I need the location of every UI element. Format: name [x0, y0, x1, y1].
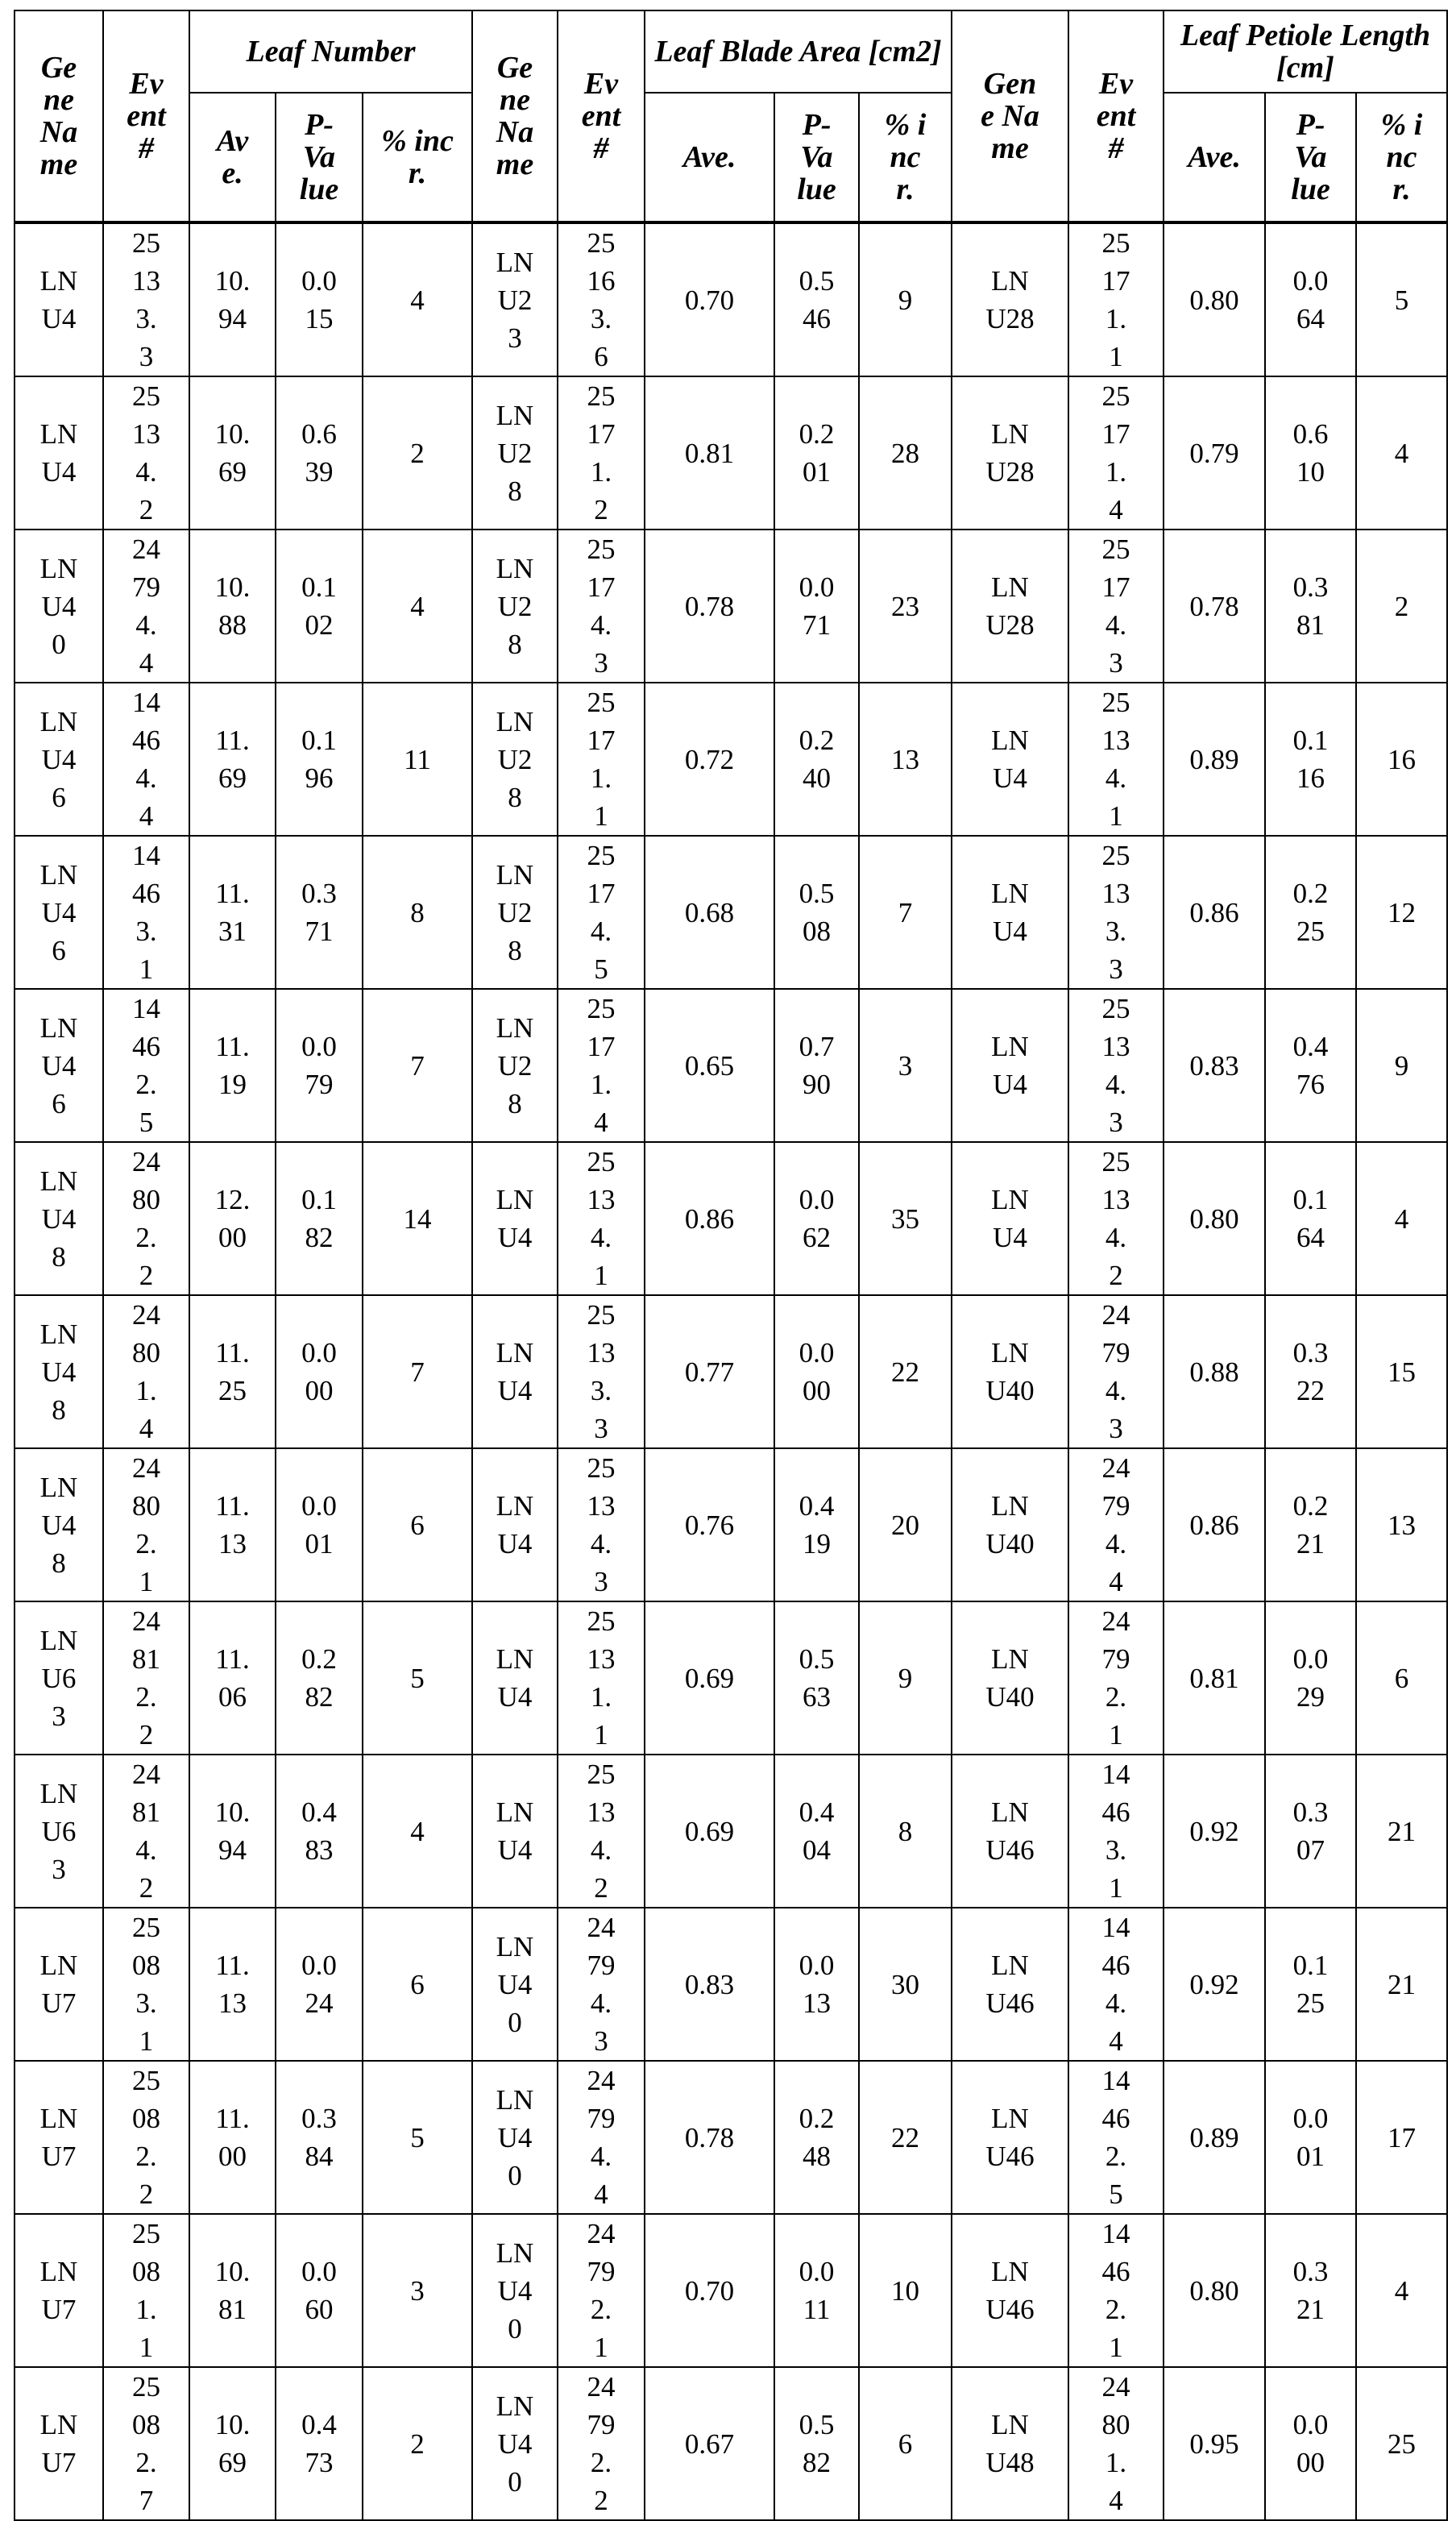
table-row	[15, 836, 1447, 989]
header-petiole-length-p-value: P-Value	[1265, 93, 1356, 222]
blade-area-ave: 0.81	[645, 376, 774, 530]
results-table	[14, 10, 1448, 2521]
blade-area-pct-incr: 10	[859, 2214, 952, 2367]
event-1: 24794.4	[103, 530, 189, 683]
gene-name-2: LNU4	[472, 1295, 558, 1448]
event-1: 14464.4	[103, 683, 189, 836]
gene-name-2: LNU4	[472, 1755, 558, 1908]
leaf-number-p-value: 0.000	[276, 1295, 363, 1448]
event-3: 14462.1	[1068, 2214, 1164, 2367]
header-group-leaf-number: Leaf Number	[189, 10, 472, 93]
event-2: 25133.3	[558, 1295, 645, 1448]
petiole-length-pct-incr: 15	[1356, 1295, 1447, 1448]
header-petiole-length-pct-incr: % incr.	[1356, 93, 1447, 222]
leaf-number-pct-incr: 4	[363, 222, 472, 376]
petiole-length-p-value: 0.322	[1265, 1295, 1356, 1448]
petiole-length-p-value: 0.116	[1265, 683, 1356, 836]
event-3: 25134.1	[1068, 683, 1164, 836]
petiole-length-pct-incr: 13	[1356, 1448, 1447, 1601]
gene-name-3: LNU46	[952, 1755, 1068, 1908]
blade-area-pct-incr: 22	[859, 2061, 952, 2214]
blade-area-pct-incr: 30	[859, 1908, 952, 2061]
leaf-number-ave: 11.31	[189, 836, 276, 989]
petiole-length-p-value: 0.064	[1265, 222, 1356, 376]
blade-area-pct-incr: 23	[859, 530, 952, 683]
petiole-length-ave: 0.89	[1164, 683, 1265, 836]
leaf-number-pct-incr: 8	[363, 836, 472, 989]
petiole-length-pct-incr: 4	[1356, 376, 1447, 530]
leaf-number-ave: 10.94	[189, 1755, 276, 1908]
leaf-number-p-value: 0.024	[276, 1908, 363, 2061]
gene-name-2: LNU28	[472, 683, 558, 836]
event-2: 25163.6	[558, 222, 645, 376]
petiole-length-p-value: 0.000	[1265, 2367, 1356, 2520]
petiole-length-pct-incr: 21	[1356, 1755, 1447, 1908]
table-row	[15, 2214, 1447, 2367]
header-gene-name-2: Gene Name	[472, 10, 558, 222]
gene-name-2: LNU28	[472, 530, 558, 683]
table-row	[15, 1601, 1447, 1755]
petiole-length-ave: 0.83	[1164, 989, 1265, 1142]
blade-area-p-value: 0.062	[774, 1142, 859, 1295]
petiole-length-pct-incr: 21	[1356, 1908, 1447, 2061]
petiole-length-p-value: 0.381	[1265, 530, 1356, 683]
event-1: 25134.2	[103, 376, 189, 530]
table-row	[15, 989, 1447, 1142]
petiole-length-p-value: 0.125	[1265, 1908, 1356, 2061]
gene-name-1: LNU7	[15, 2214, 103, 2367]
event-1: 25082.2	[103, 2061, 189, 2214]
gene-name-3: LNU28	[952, 376, 1068, 530]
leaf-number-pct-incr: 7	[363, 1295, 472, 1448]
gene-name-2: LNU4	[472, 1142, 558, 1295]
leaf-number-ave: 11.00	[189, 2061, 276, 2214]
petiole-length-ave: 0.80	[1164, 222, 1265, 376]
gene-name-1: LNU48	[15, 1142, 103, 1295]
gene-name-2: LNU40	[472, 2214, 558, 2367]
leaf-number-ave: 11.69	[189, 683, 276, 836]
petiole-length-ave: 0.92	[1164, 1755, 1265, 1908]
petiole-length-p-value: 0.307	[1265, 1755, 1356, 1908]
blade-area-p-value: 0.546	[774, 222, 859, 376]
leaf-number-pct-incr: 4	[363, 1755, 472, 1908]
gene-name-1: LNU48	[15, 1295, 103, 1448]
petiole-length-p-value: 0.221	[1265, 1448, 1356, 1601]
header-gene-name-3: Gene Name	[952, 10, 1068, 222]
table-row	[15, 222, 1447, 376]
petiole-length-p-value: 0.164	[1265, 1142, 1356, 1295]
event-2: 25134.2	[558, 1755, 645, 1908]
gene-name-1: LNU7	[15, 2367, 103, 2520]
petiole-length-pct-incr: 4	[1356, 1142, 1447, 1295]
petiole-length-ave: 0.79	[1164, 376, 1265, 530]
event-3: 25174.3	[1068, 530, 1164, 683]
blade-area-ave: 0.67	[645, 2367, 774, 2520]
blade-area-ave: 0.78	[645, 2061, 774, 2214]
gene-name-1: LNU7	[15, 2061, 103, 2214]
leaf-number-ave: 10.69	[189, 2367, 276, 2520]
blade-area-ave: 0.78	[645, 530, 774, 683]
gene-name-3: LNU28	[952, 222, 1068, 376]
petiole-length-ave: 0.80	[1164, 1142, 1265, 1295]
blade-area-p-value: 0.013	[774, 1908, 859, 2061]
petiole-length-p-value: 0.029	[1265, 1601, 1356, 1755]
blade-area-p-value: 0.071	[774, 530, 859, 683]
gene-name-1: LNU48	[15, 1448, 103, 1601]
leaf-number-p-value: 0.196	[276, 683, 363, 836]
petiole-length-ave: 0.89	[1164, 2061, 1265, 2214]
petiole-length-pct-incr: 5	[1356, 222, 1447, 376]
event-3: 24801.4	[1068, 2367, 1164, 2520]
leaf-number-ave: 11.13	[189, 1908, 276, 2061]
gene-name-1: LNU7	[15, 1908, 103, 2061]
gene-name-3: LNU46	[952, 2061, 1068, 2214]
gene-name-3: LNU4	[952, 683, 1068, 836]
event-3: 25134.3	[1068, 989, 1164, 1142]
leaf-number-ave: 10.94	[189, 222, 276, 376]
blade-area-ave: 0.68	[645, 836, 774, 989]
petiole-length-ave: 0.86	[1164, 836, 1265, 989]
leaf-number-ave: 10.88	[189, 530, 276, 683]
blade-area-ave: 0.65	[645, 989, 774, 1142]
event-1: 24801.4	[103, 1295, 189, 1448]
header-gene-name-1: Gene Name	[15, 10, 103, 222]
event-3: 24794.3	[1068, 1295, 1164, 1448]
gene-name-3: LNU40	[952, 1448, 1068, 1601]
event-2: 24792.2	[558, 2367, 645, 2520]
blade-area-pct-incr: 22	[859, 1295, 952, 1448]
event-1: 25083.1	[103, 1908, 189, 2061]
petiole-length-pct-incr: 17	[1356, 2061, 1447, 2214]
petiole-length-p-value: 0.225	[1265, 836, 1356, 989]
gene-name-3: LNU4	[952, 836, 1068, 989]
petiole-length-pct-incr: 2	[1356, 530, 1447, 683]
blade-area-p-value: 0.000	[774, 1295, 859, 1448]
table-row	[15, 1755, 1447, 1908]
blade-area-p-value: 0.011	[774, 2214, 859, 2367]
gene-name-2: LNU4	[472, 1601, 558, 1755]
gene-name-3: LNU46	[952, 1908, 1068, 2061]
blade-area-ave: 0.72	[645, 683, 774, 836]
blade-area-pct-incr: 13	[859, 683, 952, 836]
leaf-number-pct-incr: 5	[363, 1601, 472, 1755]
leaf-number-ave: 10.81	[189, 2214, 276, 2367]
blade-area-pct-incr: 35	[859, 1142, 952, 1295]
event-2: 25171.1	[558, 683, 645, 836]
event-2: 25174.3	[558, 530, 645, 683]
blade-area-ave: 0.83	[645, 1908, 774, 2061]
leaf-number-pct-incr: 2	[363, 376, 472, 530]
table-row	[15, 1295, 1447, 1448]
petiole-length-pct-incr: 16	[1356, 683, 1447, 836]
table-row	[15, 1448, 1447, 1601]
petiole-length-ave: 0.86	[1164, 1448, 1265, 1601]
blade-area-pct-incr: 9	[859, 1601, 952, 1755]
petiole-length-p-value: 0.321	[1265, 2214, 1356, 2367]
table-header	[15, 10, 1447, 222]
leaf-number-p-value: 0.001	[276, 1448, 363, 1601]
leaf-number-ave: 12.00	[189, 1142, 276, 1295]
leaf-number-p-value: 0.015	[276, 222, 363, 376]
event-2: 24792.1	[558, 2214, 645, 2367]
event-1: 24812.2	[103, 1601, 189, 1755]
event-3: 24794.4	[1068, 1448, 1164, 1601]
petiole-length-pct-incr: 25	[1356, 2367, 1447, 2520]
leaf-number-p-value: 0.371	[276, 836, 363, 989]
leaf-number-ave: 11.19	[189, 989, 276, 1142]
event-1: 24814.2	[103, 1755, 189, 1908]
table-row	[15, 1908, 1447, 2061]
document-page	[14, 10, 1446, 2521]
event-3: 25133.3	[1068, 836, 1164, 989]
gene-name-3: LNU4	[952, 1142, 1068, 1295]
event-2: 25171.4	[558, 989, 645, 1142]
leaf-number-p-value: 0.079	[276, 989, 363, 1142]
gene-name-2: LNU40	[472, 2061, 558, 2214]
header-leaf-number-pct-incr: % incr.	[363, 93, 472, 222]
event-2: 25134.3	[558, 1448, 645, 1601]
gene-name-1: LNU46	[15, 836, 103, 989]
event-3: 14462.5	[1068, 2061, 1164, 2214]
event-1: 24802.2	[103, 1142, 189, 1295]
gene-name-2: LNU40	[472, 1908, 558, 2061]
blade-area-p-value: 0.201	[774, 376, 859, 530]
event-3: 25171.1	[1068, 222, 1164, 376]
event-3: 24792.1	[1068, 1601, 1164, 1755]
event-3: 25134.2	[1068, 1142, 1164, 1295]
leaf-number-p-value: 0.384	[276, 2061, 363, 2214]
leaf-number-p-value: 0.639	[276, 376, 363, 530]
header-leaf-number-p-value: P-Value	[276, 93, 363, 222]
blade-area-pct-incr: 9	[859, 222, 952, 376]
leaf-number-pct-incr: 11	[363, 683, 472, 836]
petiole-length-ave: 0.92	[1164, 1908, 1265, 2061]
leaf-number-pct-incr: 5	[363, 2061, 472, 2214]
gene-name-2: LNU4	[472, 1448, 558, 1601]
blade-area-ave: 0.69	[645, 1755, 774, 1908]
gene-name-2: LNU28	[472, 836, 558, 989]
petiole-length-p-value: 0.476	[1265, 989, 1356, 1142]
gene-name-2: LNU28	[472, 376, 558, 530]
blade-area-pct-incr: 20	[859, 1448, 952, 1601]
blade-area-ave: 0.69	[645, 1601, 774, 1755]
blade-area-pct-incr: 7	[859, 836, 952, 989]
petiole-length-ave: 0.78	[1164, 530, 1265, 683]
petiole-length-pct-incr: 12	[1356, 836, 1447, 989]
leaf-number-p-value: 0.182	[276, 1142, 363, 1295]
petiole-length-ave: 0.88	[1164, 1295, 1265, 1448]
header-leaf-number-ave: Ave.	[189, 93, 276, 222]
gene-name-2: LNU23	[472, 222, 558, 376]
blade-area-p-value: 0.404	[774, 1755, 859, 1908]
table-row	[15, 2061, 1447, 2214]
leaf-number-pct-incr: 2	[363, 2367, 472, 2520]
header-blade-area-ave: Ave.	[645, 93, 774, 222]
petiole-length-ave: 0.95	[1164, 2367, 1265, 2520]
petiole-length-ave: 0.80	[1164, 2214, 1265, 2367]
leaf-number-p-value: 0.282	[276, 1601, 363, 1755]
blade-area-ave: 0.86	[645, 1142, 774, 1295]
event-1: 14463.1	[103, 836, 189, 989]
header-event-2: Event #	[558, 10, 645, 222]
leaf-number-ave: 11.13	[189, 1448, 276, 1601]
table-row	[15, 2367, 1447, 2520]
leaf-number-pct-incr: 6	[363, 1448, 472, 1601]
event-1: 14462.5	[103, 989, 189, 1142]
blade-area-pct-incr: 8	[859, 1755, 952, 1908]
blade-area-p-value: 0.508	[774, 836, 859, 989]
leaf-number-p-value: 0.483	[276, 1755, 363, 1908]
leaf-number-pct-incr: 14	[363, 1142, 472, 1295]
event-1: 25081.1	[103, 2214, 189, 2367]
gene-name-1: LNU46	[15, 683, 103, 836]
event-2: 25131.1	[558, 1601, 645, 1755]
blade-area-ave: 0.77	[645, 1295, 774, 1448]
leaf-number-pct-incr: 4	[363, 530, 472, 683]
header-event-3: Event #	[1068, 10, 1164, 222]
gene-name-3: LNU28	[952, 530, 1068, 683]
event-2: 25134.1	[558, 1142, 645, 1295]
header-blade-area-p-value: P-Value	[774, 93, 859, 222]
gene-name-3: LNU40	[952, 1295, 1068, 1448]
leaf-number-ave: 10.69	[189, 376, 276, 530]
petiole-length-ave: 0.81	[1164, 1601, 1265, 1755]
leaf-number-ave: 11.06	[189, 1601, 276, 1755]
table-body	[15, 222, 1447, 2520]
gene-name-1: LNU63	[15, 1601, 103, 1755]
event-3: 14463.1	[1068, 1755, 1164, 1908]
petiole-length-pct-incr: 4	[1356, 2214, 1447, 2367]
blade-area-pct-incr: 28	[859, 376, 952, 530]
gene-name-1: LNU40	[15, 530, 103, 683]
blade-area-pct-incr: 6	[859, 2367, 952, 2520]
petiole-length-p-value: 0.001	[1265, 2061, 1356, 2214]
table-row	[15, 683, 1447, 836]
table-row	[15, 376, 1447, 530]
leaf-number-pct-incr: 7	[363, 989, 472, 1142]
blade-area-ave: 0.76	[645, 1448, 774, 1601]
event-1: 24802.1	[103, 1448, 189, 1601]
event-1: 25082.7	[103, 2367, 189, 2520]
blade-area-p-value: 0.563	[774, 1601, 859, 1755]
blade-area-p-value: 0.790	[774, 989, 859, 1142]
event-3: 14464.4	[1068, 1908, 1164, 2061]
blade-area-p-value: 0.419	[774, 1448, 859, 1601]
petiole-length-pct-incr: 9	[1356, 989, 1447, 1142]
blade-area-p-value: 0.248	[774, 2061, 859, 2214]
blade-area-p-value: 0.582	[774, 2367, 859, 2520]
gene-name-3: LNU4	[952, 989, 1068, 1142]
blade-area-ave: 0.70	[645, 222, 774, 376]
gene-name-1: LNU63	[15, 1755, 103, 1908]
gene-name-2: LNU40	[472, 2367, 558, 2520]
gene-name-1: LNU4	[15, 376, 103, 530]
table-row	[15, 530, 1447, 683]
header-petiole-length-ave: Ave.	[1164, 93, 1265, 222]
event-2: 24794.3	[558, 1908, 645, 2061]
table-row	[15, 1142, 1447, 1295]
gene-name-3: LNU40	[952, 1601, 1068, 1755]
event-3: 25171.4	[1068, 376, 1164, 530]
event-2: 25174.5	[558, 836, 645, 989]
gene-name-2: LNU28	[472, 989, 558, 1142]
header-group-leaf-blade-area: Leaf Blade Area [cm2]	[645, 10, 952, 93]
header-blade-area-pct-incr: % incr.	[859, 93, 952, 222]
leaf-number-ave: 11.25	[189, 1295, 276, 1448]
event-2: 25171.2	[558, 376, 645, 530]
petiole-length-p-value: 0.610	[1265, 376, 1356, 530]
leaf-number-p-value: 0.102	[276, 530, 363, 683]
leaf-number-p-value: 0.060	[276, 2214, 363, 2367]
header-event-1: Event #	[103, 10, 189, 222]
petiole-length-pct-incr: 6	[1356, 1601, 1447, 1755]
header-group-leaf-petiole-length: Leaf Petiole Length [cm]	[1164, 10, 1447, 93]
gene-name-1: LNU4	[15, 222, 103, 376]
gene-name-3: LNU48	[952, 2367, 1068, 2520]
blade-area-ave: 0.70	[645, 2214, 774, 2367]
leaf-number-p-value: 0.473	[276, 2367, 363, 2520]
event-1: 25133.3	[103, 222, 189, 376]
blade-area-pct-incr: 3	[859, 989, 952, 1142]
gene-name-3: LNU46	[952, 2214, 1068, 2367]
gene-name-1: LNU46	[15, 989, 103, 1142]
blade-area-p-value: 0.240	[774, 683, 859, 836]
leaf-number-pct-incr: 3	[363, 2214, 472, 2367]
event-2: 24794.4	[558, 2061, 645, 2214]
leaf-number-pct-incr: 6	[363, 1908, 472, 2061]
